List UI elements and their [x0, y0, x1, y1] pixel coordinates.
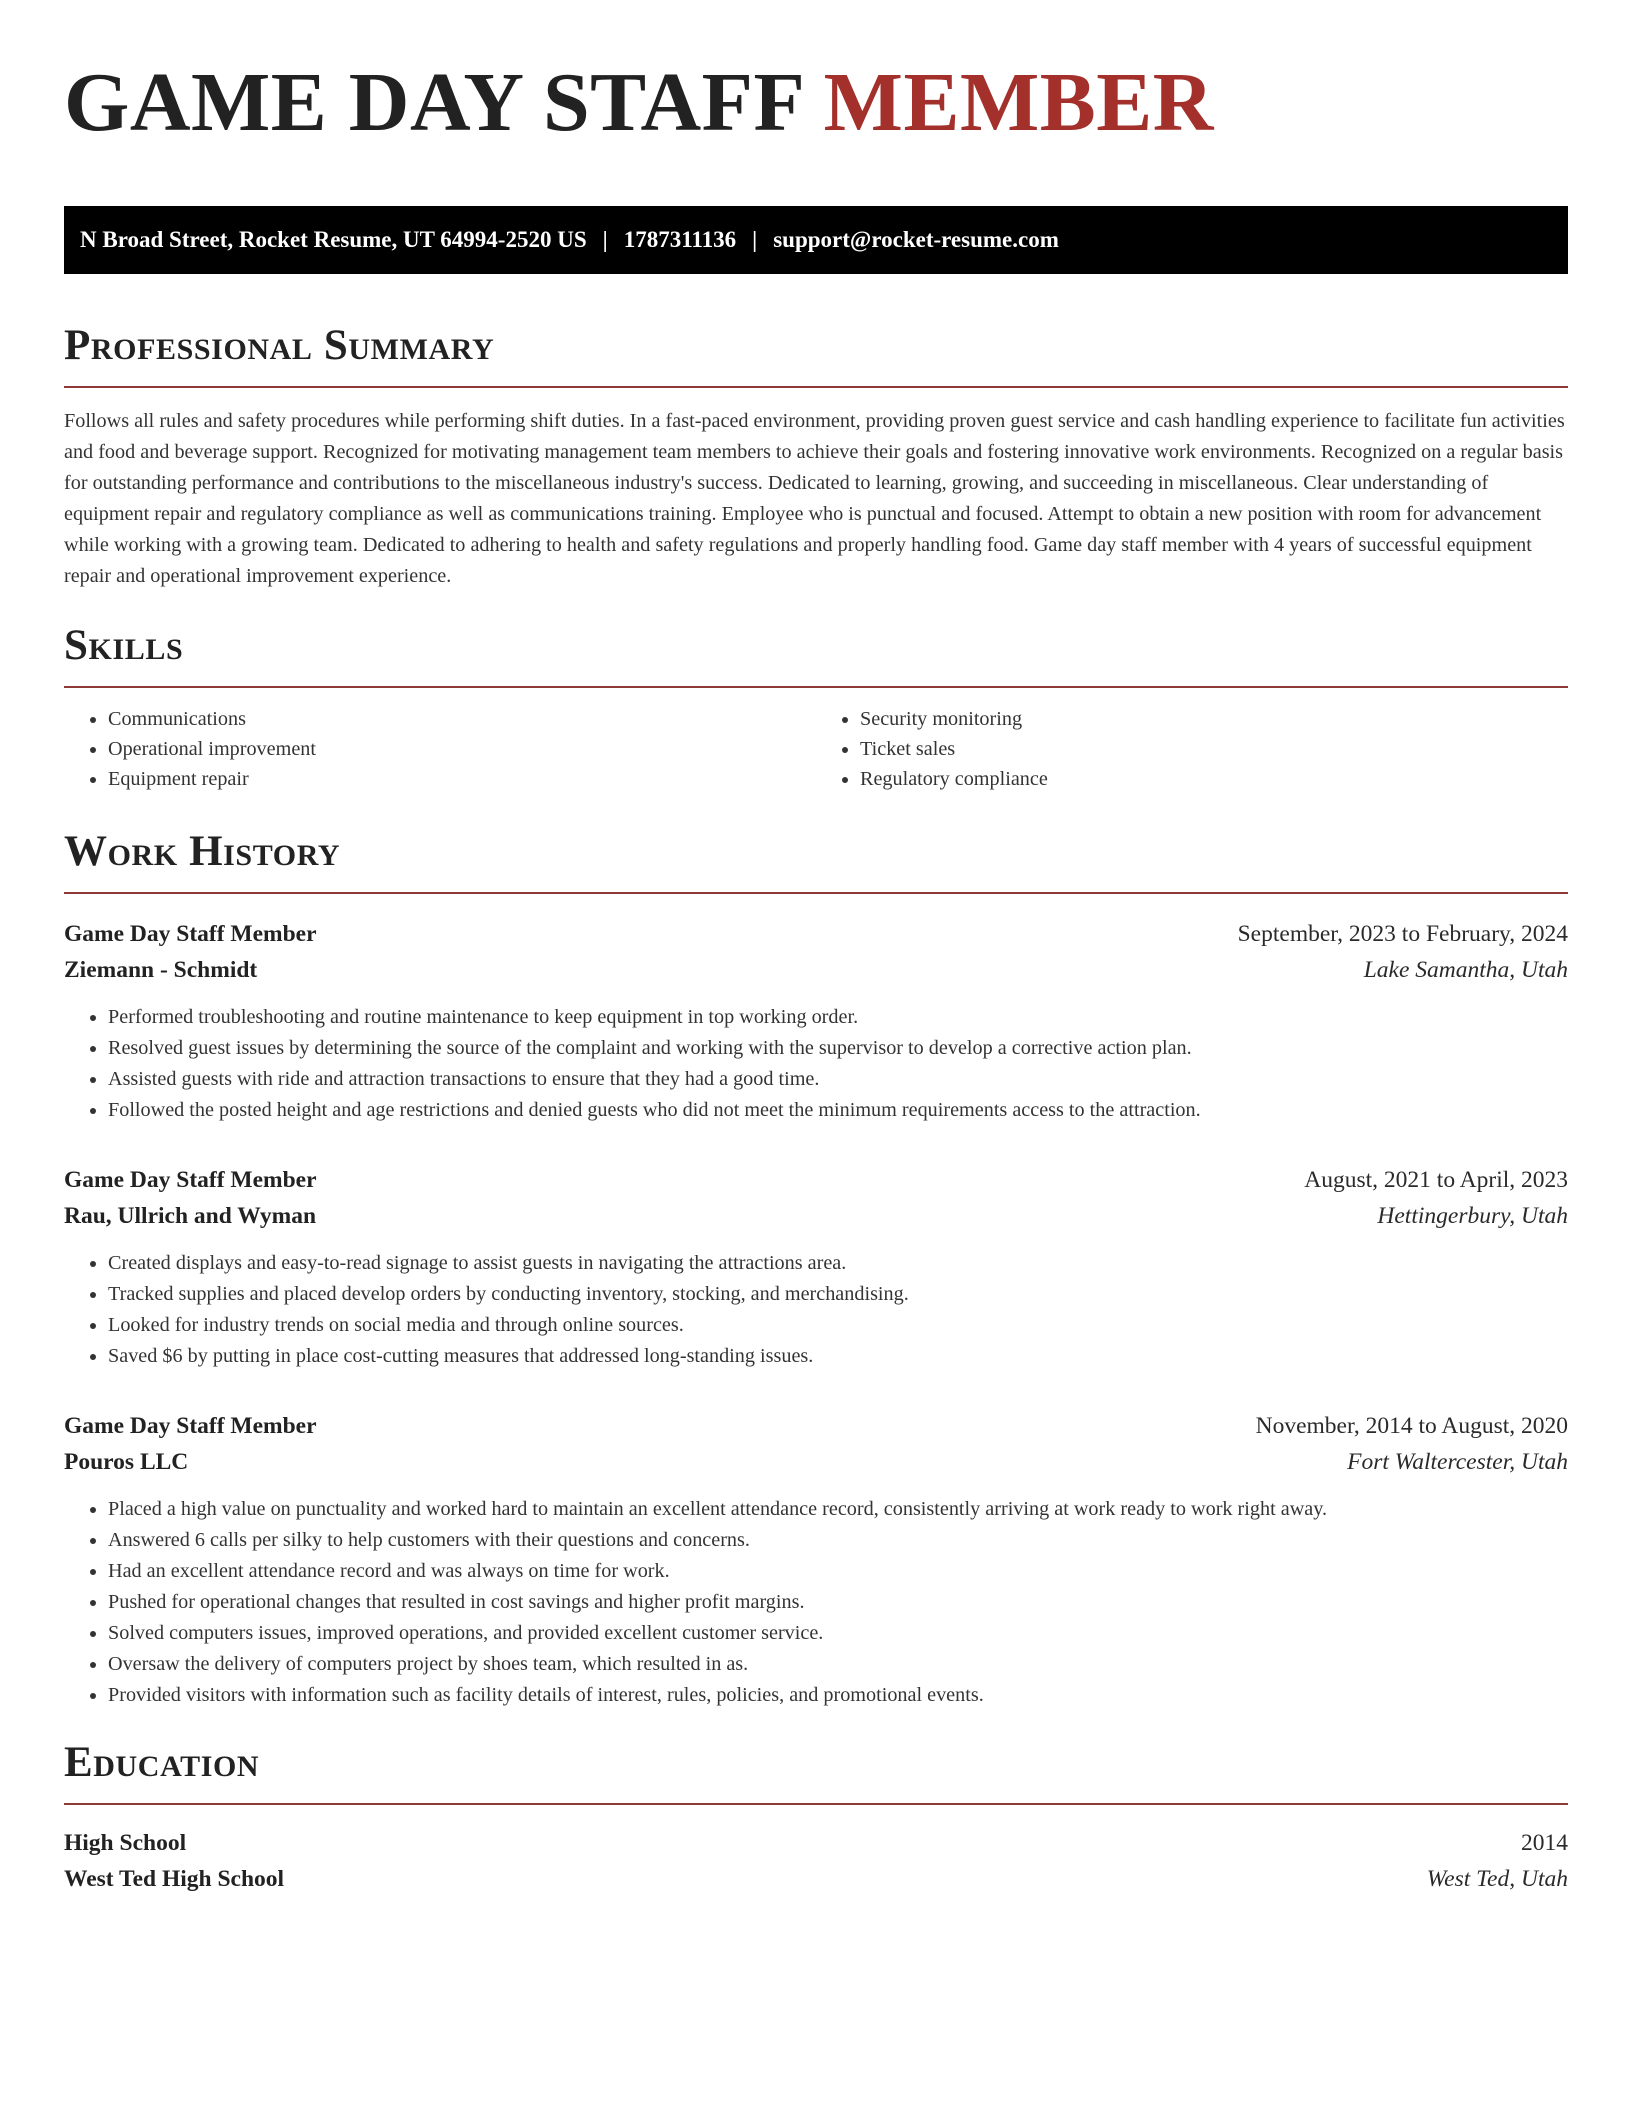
education-location: West Ted, Utah: [1426, 1866, 1568, 1892]
job-entry: [64, 916, 1568, 1126]
job-bullet: • Looked for industry trends on social media and through online sources.: [108, 1310, 1568, 1341]
skill-item: • Communications: [108, 704, 816, 734]
job-title: Game Day Staff Member: [64, 1167, 317, 1193]
job-entry: [64, 1408, 1568, 1711]
skill-item: • Ticket sales: [860, 734, 1568, 764]
job-bullet: • Had an excellent attendance record and was always on time for work.: [108, 1556, 1568, 1587]
contact-email: support@rocket-resume.com: [773, 227, 1059, 252]
job-location: Fort Waltercester, Utah: [1347, 1449, 1568, 1475]
job-company: Rau, Ullrich and Wyman: [64, 1203, 317, 1229]
job-bullet: • Performed troubleshooting and routine maintenance to keep equipment in top working order.: [108, 1002, 1568, 1033]
job-company: Pouros LLC: [64, 1449, 189, 1475]
work-history-heading: Work History: [64, 828, 341, 875]
job-bullet: • Solved computers issues, improved operations, and provided excellent customer service.: [108, 1618, 1568, 1649]
summary-text: Follows all rules and safety procedures while performing shift duties. In a fast-paced environment, providing proven guest service and cash handling experience to facilitate fun activities and food and beverage support. Recognized for motivating management team members to achieve their goals and fostering innovative work environments. Recognized on a regular basis for outstanding performance and contributions to the miscellaneous industry's success. Dedicated to learning, growing, and succeeding in miscellaneous. Clear understanding of equipment repair and regulatory compliance as well as communications training. Employee who is punctual and focused. Attempt to obtain a new position with room for advancement while working with a growing team. Dedicated to adhering to health and safety regulations and properly handling food. Game day staff member with 4 years of successful equipment repair and operational improvement experience.: [64, 410, 1565, 587]
education-degree: High School: [64, 1830, 187, 1856]
skills-list: [64, 704, 1568, 794]
job-bullet: • Oversaw the delivery of computers project by shoes team, which resulted in as.: [108, 1649, 1568, 1680]
job-dates: September, 2023 to February, 2024: [1237, 921, 1568, 947]
skill-item: • Security monitoring: [860, 704, 1568, 734]
job-bullet: • Answered 6 calls per silky to help customers with their questions and concerns.: [108, 1525, 1568, 1556]
job-bullets: [64, 1494, 1568, 1711]
contact-separator: |: [602, 227, 608, 252]
job-title: Game Day Staff Member: [64, 921, 317, 947]
contact-bar: [64, 206, 1568, 274]
education-year: 2014: [1521, 1830, 1568, 1856]
skills-column-right: [816, 704, 1568, 794]
name-main: GAME DAY STAFF: [64, 56, 803, 149]
education-school: West Ted High School: [64, 1866, 285, 1892]
job-bullet: • Followed the posted height and age restrictions and denied guests who did not meet the minimum requirements access to the attraction.: [108, 1095, 1568, 1126]
section-divider: [64, 892, 1568, 894]
job-bullets: [64, 1002, 1568, 1126]
job-bullet: • Tracked supplies and placed develop orders by conducting inventory, stocking, and merchandising.: [108, 1279, 1568, 1310]
skills-column-left: [64, 704, 816, 794]
education-section: [64, 1739, 1568, 1897]
job-bullet: • Provided visitors with information such as facility details of interest, rules, policies, and promotional events.: [108, 1680, 1568, 1711]
job-bullet: • Pushed for operational changes that resulted in cost savings and higher profit margins.: [108, 1587, 1568, 1618]
job-bullets: [64, 1248, 1568, 1372]
job-bullet: • Saved $6 by putting in place cost-cutting measures that addressed long-standing issues.: [108, 1341, 1568, 1372]
section-divider: [64, 1803, 1568, 1805]
contact-separator: |: [752, 227, 758, 252]
education-heading: Education: [64, 1739, 260, 1786]
job-bullet: • Resolved guest issues by determining the source of the complaint and working with the supervisor to develop a corrective action plan.: [108, 1033, 1568, 1064]
job-dates: November, 2014 to August, 2020: [1255, 1413, 1568, 1439]
summary-section: [64, 322, 1568, 592]
skills-section: [64, 622, 1568, 794]
section-divider: [64, 686, 1568, 688]
contact-phone: 1787311136: [623, 227, 737, 252]
job-title: Game Day Staff Member: [64, 1413, 317, 1439]
skill-item: • Operational improvement: [108, 734, 816, 764]
resume-name-heading: [64, 0, 1568, 148]
job-location: Lake Samantha, Utah: [1363, 957, 1568, 983]
job-dates: August, 2021 to April, 2023: [1304, 1167, 1568, 1193]
skills-heading: Skills: [64, 622, 184, 669]
education-entry: [64, 1825, 1568, 1897]
skill-item: • Regulatory compliance: [860, 764, 1568, 794]
summary-heading: Professional Summary: [64, 322, 495, 369]
name-accent: MEMBER: [823, 56, 1214, 149]
job-company: Ziemann - Schmidt: [64, 957, 258, 983]
job-entry: [64, 1162, 1568, 1372]
section-divider: [64, 386, 1568, 388]
contact-address: N Broad Street, Rocket Resume, UT 64994-2520 US: [80, 227, 587, 252]
job-bullet: • Created displays and easy-to-read signage to assist guests in navigating the attractions area.: [108, 1248, 1568, 1279]
job-location: Hettingerbury, Utah: [1377, 1203, 1568, 1229]
work-history-section: [64, 828, 1568, 1711]
skill-item: • Equipment repair: [108, 764, 816, 794]
job-bullet: • Assisted guests with ride and attraction transactions to ensure that they had a good time.: [108, 1064, 1568, 1095]
job-bullet: • Placed a high value on punctuality and worked hard to maintain an excellent attendance record, consistently arriving at work ready to work right away.: [108, 1494, 1568, 1525]
